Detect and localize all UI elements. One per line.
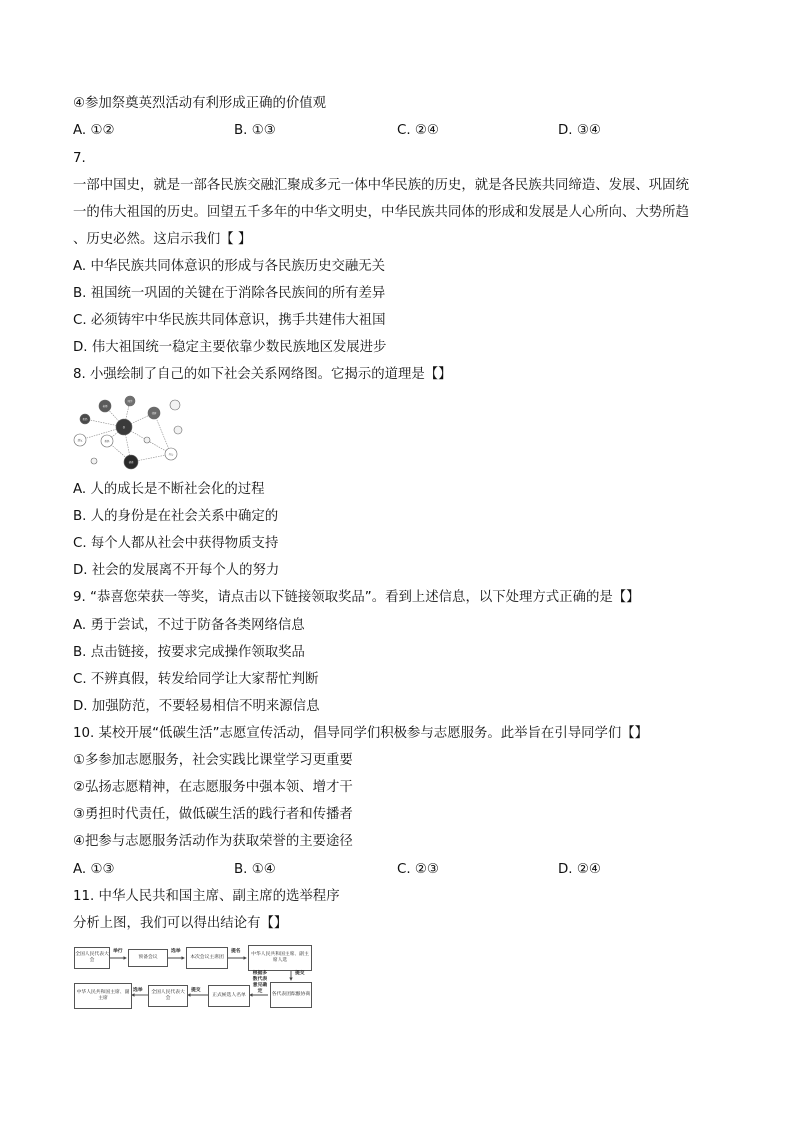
- flow-label-elect: 选举: [171, 949, 181, 954]
- q6-statement-4: ④参加祭奠英烈活动有利形成正确的价值观: [73, 96, 327, 111]
- label-grandpa: 外公: [168, 453, 174, 456]
- q7-number: 7.: [73, 151, 86, 166]
- q8-option-b: B. 人的身份是在社会关系中确定的: [73, 509, 279, 524]
- q9-option-b: B. 点击链接，按要求完成操作领取奖品: [73, 645, 305, 660]
- q10-statement-2: ②弘扬志愿精神，在志愿服务中强本领、增才干: [73, 780, 353, 795]
- flow-box-delegations: 各代表团酝酿协商: [270, 982, 312, 1008]
- node-blank-4: [91, 458, 97, 464]
- q10-statement-3: ③勇担时代责任，做低碳生活的践行者和传播者: [73, 807, 353, 822]
- q10-statement-4: ④把参与志愿服务活动作为获取荣誉的主要途径: [73, 834, 353, 849]
- q11-sub: 分析上图，我们可以得出结论有【】: [73, 916, 288, 931]
- label-dad: 爸爸: [128, 461, 134, 464]
- flow-box-president: 中华人民共和国主席、副主席: [74, 983, 132, 1009]
- q7-option-c: C. 必须铸牢中华民族共同体意识，携手共建伟大祖国: [73, 313, 386, 328]
- label-neighbor: 邻居: [151, 412, 157, 415]
- q7-stem-line-3: 、历史必然。这启示我们【 】: [73, 232, 252, 247]
- q8-option-a: A. 人的成长是不断社会化的过程: [73, 482, 265, 497]
- q8-stem: 8. 小强绘制了自己的如下社会关系网络图。它揭示的道理是【】: [73, 367, 452, 382]
- q10-option-a: A. ①③: [73, 862, 115, 877]
- label-friend: 朋友: [77, 439, 83, 442]
- q9-stem: 9. “恭喜您荣获一等奖，请点击以下链接领取奖品”。看到上述信息，以下处理方式正确的是【】: [73, 590, 640, 605]
- q6-option-a: A. ①②: [73, 123, 115, 138]
- flow-label-majority: 根据多数代表意见确定: [252, 971, 268, 994]
- q7-option-b: B. 祖国统一巩固的关键在于消除各民族间的所有差异: [73, 286, 386, 301]
- flow-label-nominate: 提名: [231, 949, 241, 954]
- q9-option-a: A. 勇于尝试，不过于防备各类网络信息: [73, 618, 305, 633]
- q7-stem-line-1: 一部中国史，就是一部各民族交融汇聚成多元一体中华民族的历史，就是各民族共同缔造、发展、巩固统: [73, 178, 689, 193]
- flow-box-npc: 全国人民代表大会: [74, 947, 110, 969]
- flow-label-submit: 提交: [295, 971, 305, 976]
- q8-option-c: C. 每个人都从社会中获得物质支持: [73, 536, 279, 551]
- label-mom: 妈妈: [104, 440, 110, 443]
- q9-option-d: D. 加强防范，不要轻易相信不明来源信息: [73, 699, 320, 714]
- q9-option-c: C. 不辨真假，转发给同学让大家帮忙判断: [73, 672, 319, 687]
- q6-option-c: C. ②④: [397, 123, 439, 138]
- q10-option-c: C. ②③: [397, 862, 439, 877]
- flow-box-presidium: 本次会议主席团: [186, 947, 228, 969]
- q10-stem: 10. 某校开展“低碳生活”志愿宣传活动，倡导同学们积极参与志愿服务。此举旨在引导同学们【】: [73, 726, 649, 741]
- flow-box-official-list: 正式候选人名单: [208, 985, 250, 1007]
- label-me: 我: [122, 426, 126, 429]
- label-classmate: 同学: [127, 400, 133, 403]
- flow-label-elect-2: 选举: [133, 988, 143, 993]
- q6-option-d: D. ③④: [558, 123, 601, 138]
- q7-option-d: D. 伟大祖国统一稳定主要依靠少数民族地区发展进步: [73, 340, 387, 355]
- label-grandma: 奶奶: [82, 418, 88, 421]
- q7-option-a: A. 中华民族共同体意识的形成与各民族历史交融无关: [73, 259, 386, 274]
- node-blank-2: [174, 426, 182, 434]
- q8-option-d: D. 社会的发展离不开每个人的努力: [73, 563, 280, 578]
- q10-option-b: B. ①④: [234, 862, 276, 877]
- flow-label-hold: 举行: [113, 949, 123, 954]
- q7-stem-line-2: 一的伟大祖国的历史。回望五千多年的中华文明史，中华民族共同体的形成和发展是人心所向、大势所趋: [73, 205, 689, 220]
- q10-statement-1: ①多参加志愿服务，社会实践比课堂学习更重要: [73, 753, 353, 768]
- q10-option-d: D. ②④: [558, 862, 601, 877]
- q6-option-b: B. ①③: [234, 123, 276, 138]
- election-flowchart: [72, 938, 314, 1010]
- node-blank-3: [144, 437, 150, 443]
- flow-box-candidates: 中华人民共和国主席、副主席人选: [248, 945, 312, 971]
- node-blank-1: [170, 400, 180, 410]
- flow-box-preparatory: 预备会议: [128, 949, 168, 967]
- flow-label-submit-2: 提交: [191, 988, 201, 993]
- social-network-diagram: [72, 392, 184, 474]
- q11-stem: 11. 中华人民共和国主席、副主席的选举程序: [73, 889, 340, 904]
- label-teacher: 老师: [102, 405, 108, 408]
- flow-box-npc-2: 全国人民代表大会: [148, 985, 188, 1007]
